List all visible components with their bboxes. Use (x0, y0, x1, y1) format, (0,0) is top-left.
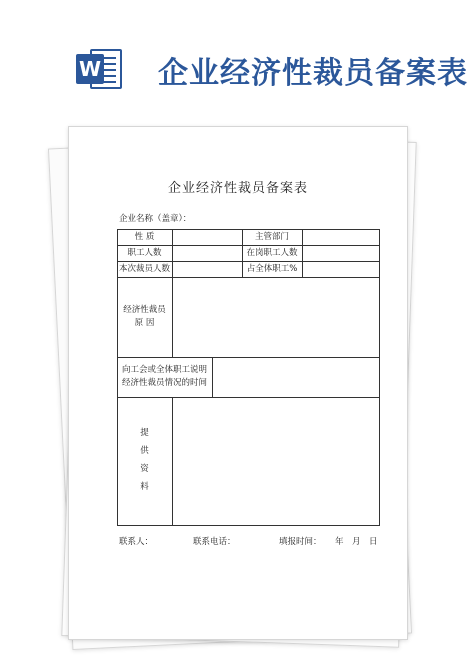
word-doc-icon (76, 46, 124, 92)
union-explanation-value[interactable] (212, 357, 379, 397)
on-duty-staff-value[interactable] (302, 245, 379, 261)
company-name-label: 企业名称（盖章）： (119, 214, 192, 224)
document-page (68, 126, 408, 640)
provided-materials-value[interactable] (172, 397, 379, 525)
word-letter-icon: W (76, 54, 104, 84)
day-label: 日 (369, 537, 378, 547)
phone-label: 联系电话： (193, 537, 236, 547)
year-label: 年 (335, 537, 344, 547)
department-label: 主管部门 (254, 231, 289, 242)
layoff-reason-value[interactable] (172, 277, 379, 357)
filing-date-label: 填报时间： (279, 537, 322, 547)
filing-form-table (117, 229, 379, 525)
on-duty-staff-label: 在岗职工人数 (246, 247, 298, 258)
month-label: 月 (352, 537, 361, 547)
nature-value[interactable] (172, 229, 242, 245)
nature-label: 性 质 (134, 231, 155, 242)
percent-of-total-value[interactable] (302, 261, 379, 277)
layoff-count-value[interactable] (172, 261, 242, 277)
contact-label: 联系人： (119, 537, 154, 547)
provided-materials-label: 提 供 资 料 (140, 428, 149, 492)
layoff-count-label: 本次裁员人数 (118, 263, 170, 274)
total-staff-value[interactable] (172, 245, 242, 261)
layoff-reason-label: 经济性裁员 原 因 (123, 305, 166, 328)
total-staff-label: 职工人数 (127, 247, 162, 258)
percent-of-total-label: 占全体职工% (246, 263, 298, 274)
department-value[interactable] (302, 229, 379, 245)
union-explanation-label: 向工会或全体职工说明 经济性裁员情况的时间 (121, 365, 207, 388)
header-title: 企业经济性裁员备案表 (158, 56, 468, 91)
document-title: 企业经济性裁员备案表 (167, 181, 308, 196)
